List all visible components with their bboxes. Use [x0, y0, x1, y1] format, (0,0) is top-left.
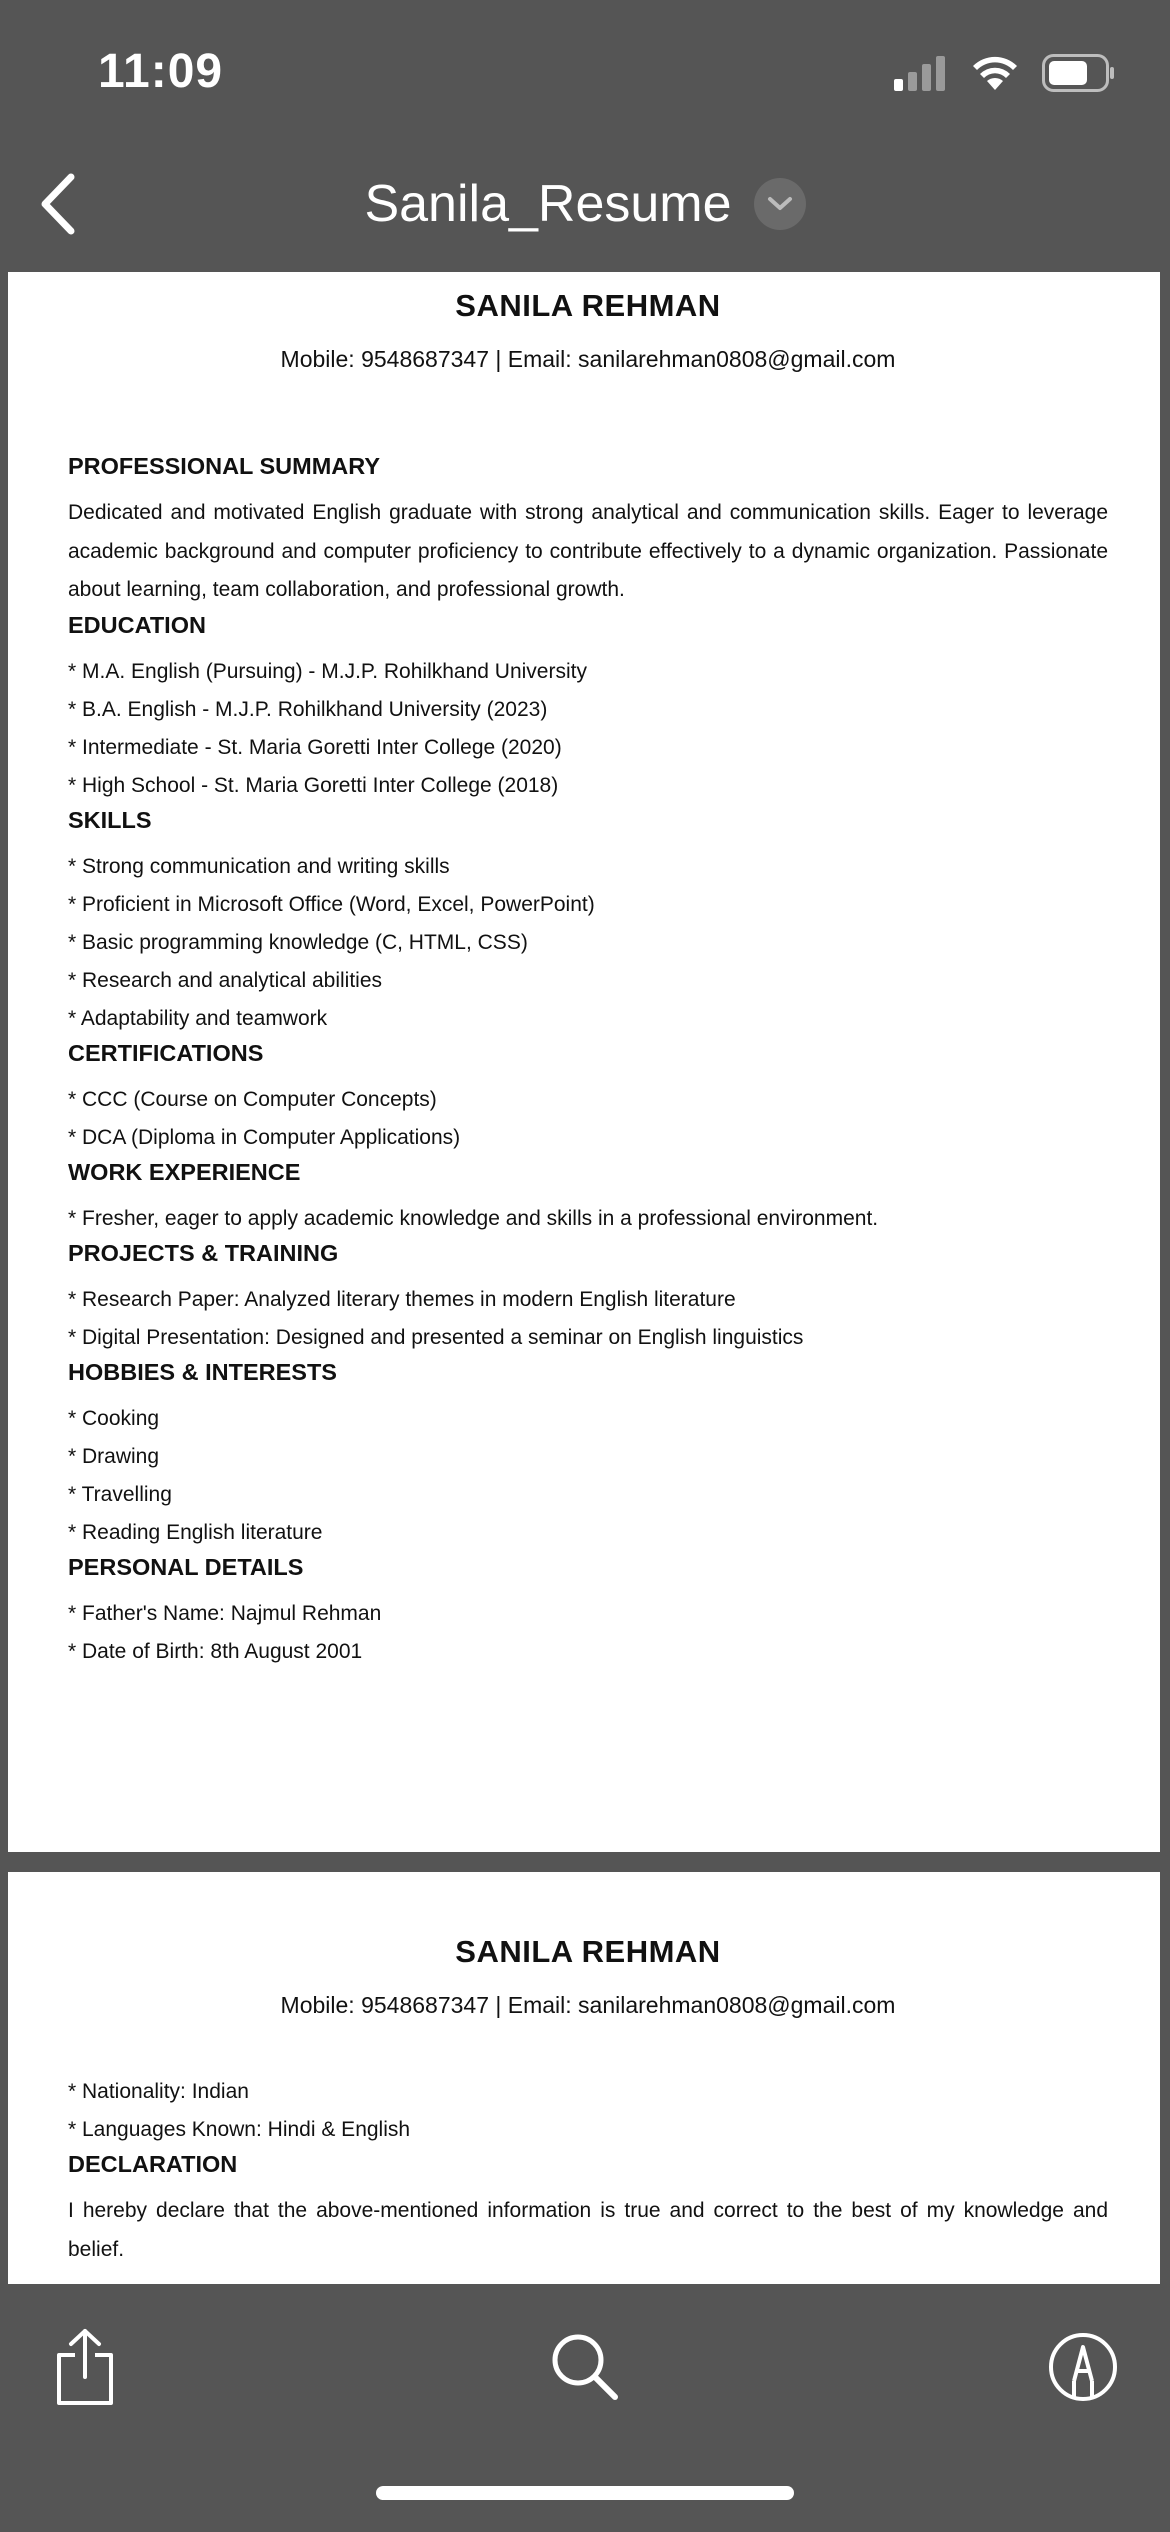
search-button[interactable]	[540, 2322, 630, 2412]
declaration-heading: DECLARATION	[68, 2151, 238, 2177]
list-item: * Research Paper: Analyzed literary themes in modern English literature	[68, 1287, 736, 1311]
list-item: * M.A. English (Pursuing) - M.J.P. Rohilkhand University	[68, 659, 587, 683]
list-item: * Reading English literature	[68, 1520, 323, 1544]
home-indicator[interactable]	[376, 2486, 794, 2500]
personal-heading: PERSONAL DETAILS	[68, 1553, 304, 1580]
document-page-2	[8, 1872, 1160, 2284]
list-item: * Strong communication and writing skills	[68, 854, 450, 878]
status-bar	[0, 0, 1170, 140]
share-button[interactable]	[40, 2322, 130, 2412]
list-item: * Proficient in Microsoft Office (Word, Excel, PowerPoint)	[68, 892, 595, 916]
list-item: * Research and analytical abilities	[68, 968, 383, 992]
summary-text: Dedicated and motivated English graduate with strong analytical and communication skills. Eager to leverage academic background and computer proficiency to contribute effectively to a dynamic organization. Passionate about learning, team collaboration, and professional growth.	[68, 501, 1108, 601]
list-item: * Languages Known: Hindi & English	[68, 2118, 411, 2141]
search-icon	[550, 2332, 620, 2402]
projects-heading: PROJECTS & TRAINING	[68, 1239, 339, 1266]
markup-pen-icon	[1047, 2331, 1119, 2403]
list-item: * B.A. English - M.J.P. Rohilkhand University (2023)	[68, 697, 548, 721]
title-menu-button[interactable]	[754, 178, 806, 230]
list-item: * Nationality: Indian	[68, 2080, 249, 2103]
list-item: * Drawing	[68, 1444, 160, 1468]
work-heading: WORK EXPERIENCE	[68, 1158, 301, 1185]
resume-contact: Mobile: 9548687347 | Email: sanilarehman0808@gmail.com	[280, 1992, 896, 2018]
education-heading: EDUCATION	[68, 611, 206, 638]
document-page-1	[8, 272, 1160, 1852]
document-title: Sanila_Resume	[364, 175, 732, 233]
markup-button[interactable]	[1038, 2322, 1128, 2412]
list-item: * Fresher, eager to apply academic knowledge and skills in a professional environment.	[68, 1206, 879, 1230]
status-time: 11:09	[98, 45, 224, 98]
list-item: * Cooking	[68, 1406, 160, 1430]
list-item: * Digital Presentation: Designed and presented a seminar on English linguistics	[68, 1325, 804, 1349]
list-item: * Adaptability and teamwork	[68, 1006, 328, 1030]
status-icons	[894, 54, 1116, 92]
hobbies-heading: HOBBIES & INTERESTS	[68, 1358, 337, 1385]
list-item: * Travelling	[68, 1482, 172, 1506]
list-item: * CCC (Course on Computer Concepts)	[68, 1087, 437, 1111]
cellular-signal-icon	[894, 55, 948, 91]
resume-name: SANILA REHMAN	[455, 288, 721, 323]
document-viewer[interactable]	[0, 272, 1170, 2284]
certifications-heading: CERTIFICATIONS	[68, 1039, 264, 1066]
resume-contact: Mobile: 9548687347 | Email: sanilarehman0808@gmail.com	[280, 346, 896, 372]
list-item: * High School - St. Maria Goretti Inter College (2018)	[68, 773, 559, 797]
list-item: * DCA (Diploma in Computer Applications)	[68, 1125, 461, 1149]
share-icon	[53, 2327, 117, 2407]
battery-icon	[1042, 54, 1116, 92]
chevron-down-icon	[767, 196, 793, 212]
list-item: * Intermediate - St. Maria Goretti Inter College (2020)	[68, 735, 562, 759]
skills-heading: SKILLS	[68, 806, 152, 833]
list-item: * Date of Birth: 8th August 2001	[68, 1639, 363, 1663]
declaration-text: I hereby declare that the above-mentioned information is true and correct to the best of my knowledge and belief.	[68, 2199, 1108, 2261]
resume-name: SANILA REHMAN	[455, 1934, 721, 1969]
list-item: * Basic programming knowledge (C, HTML, CSS)	[68, 930, 528, 954]
wifi-icon	[970, 54, 1020, 92]
summary-heading: PROFESSIONAL SUMMARY	[68, 453, 381, 479]
document-title-menu[interactable]	[0, 174, 1170, 234]
nav-bar	[0, 140, 1170, 272]
list-item: * Father's Name: Najmul Rehman	[68, 1601, 382, 1625]
